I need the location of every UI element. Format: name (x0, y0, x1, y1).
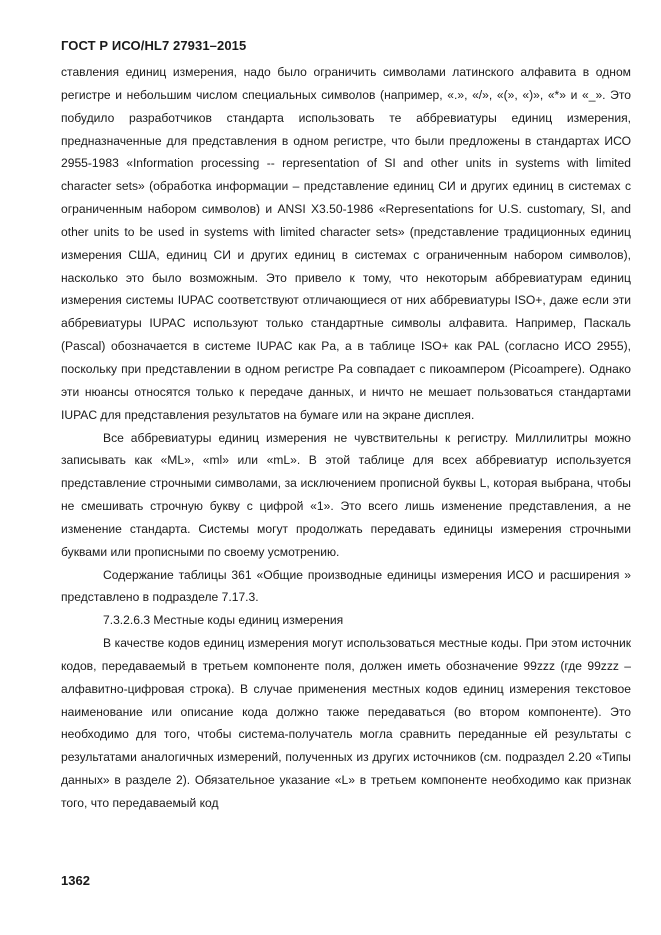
standard-header: ГОСТ Р ИСО/HL7 27931–2015 (61, 38, 247, 53)
paragraph-case-insensitivity: Все аббревиатуры единиц измерения не чувствительны к регистру. Миллилитры можно записывать как «ML», «ml» или «mL». В этой таблице для всех аббревиатур используется представление строчными символами, за исключением прописной буквы L, которая выбрана, чтобы не смешивать строчную букву с цифрой «1». Это всего лишь изменение представления, а не изменение стандарта. Системы могут продолжать передавать единицы измерения строчными буквами или прописными по своему усмотрению. (61, 430, 631, 559)
paragraph-continuation: ставления единиц измерения, надо было ограничить символами латинского алфавита в одном регистре и небольшим числом специальных символов (например, «.», «/», «(», «)», «*» и «_». Это побудило разработчиков стандарта использовать те аббревиатуры единиц измерения, предназначенные для представления в одном регистре, что были предложены в стандартах ИСО 2955-1983 «Information processing -- representation of SI and other units in systems with limited character sets» (обработка информации – представление единиц СИ и других единиц в системах с ограниченным набором символов) и ANSI X3.50-1986 «Representations for U.S. customary, SI, and other units to be used in systems with limited character sets» (представление традиционных единиц измерения США, единиц СИ и других единиц в системах с ограниченным набором символов), насколько это было возможным. Это привело к тому, что некоторым аббревиатурам единиц измерения системы IUPAC соответствуют отличающиеся от них аббревиатуры ISO+, даже если эти аббревиатуры IUPAC используют только стандартные символы алфавита. Например, Паскаль (Pascal) обозначается в системе IUPAC как Pa, а в таблице ISO+ как PAL (согласно ИСО 2955), поскольку при представлении в одном регистре Pa совпадает с пикоампером (Picoampere). Однако эти нюансы относятся только к передаче данных, и ничто не мешает пользоваться стандартами IUPAC для представления результатов на бумаге или на экране дисплея. (61, 65, 631, 422)
paragraph-table-reference: Содержание таблицы 361 «Общие производные единицы измерения ИСО и расширения » представлено в подразделе 7.17.3. (61, 567, 631, 605)
page-number: 1362 (61, 873, 90, 888)
body-text (61, 61, 631, 815)
section-heading: 7.3.2.6.3 Местные коды единиц измерения (103, 613, 344, 628)
paragraph-local-codes: В качестве кодов единиц измерения могут использоваться местные коды. При этом источник кодов, передаваемый в третьем компоненте поля, должен иметь обозначение 99zzz (где 99zzz – алфавитно-цифровая строка). В случае применения местных кодов единиц измерения текстовое наименование или описание кода должно также передаваться (во втором компоненте). Это необходимо для того, чтобы система-получатель могла сравнить переданные ей результаты с результатами аналогичных измерений, полученных из других источников (см. подраздел 2.20 «Типы данных» в разделе 2). Обязательное указание «L» в третьем компоненте необходимо как признак того, что передаваемый код (61, 636, 631, 810)
